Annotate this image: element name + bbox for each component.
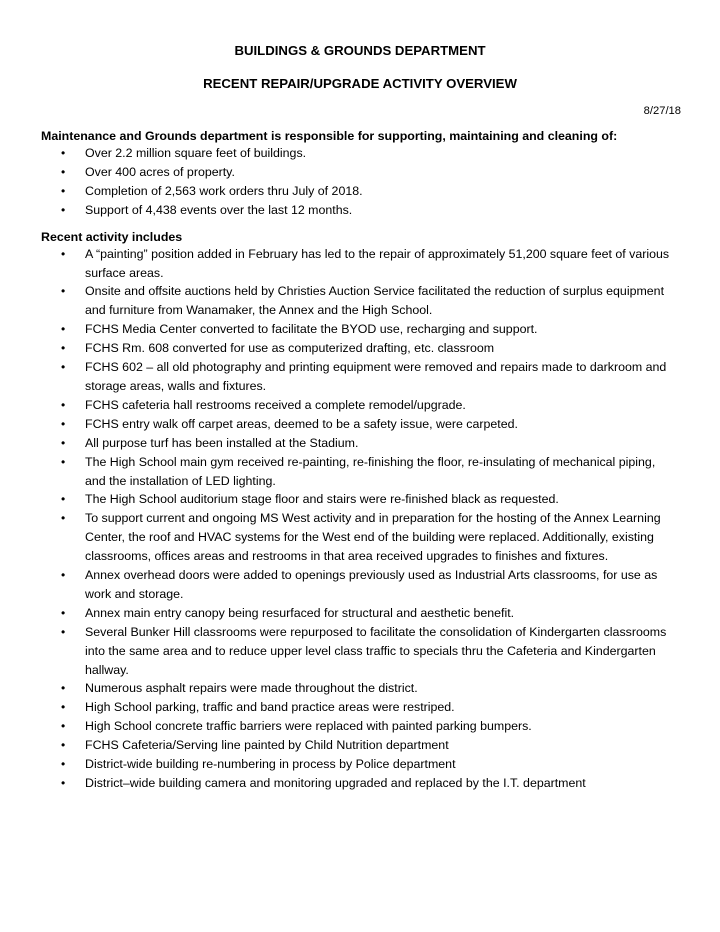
bullet-icon: •	[61, 624, 66, 639]
bullet-icon: •	[61, 605, 66, 620]
recent-activity-heading: Recent activity includes	[41, 229, 183, 244]
list-item	[41, 358, 679, 396]
bullet-icon: •	[61, 738, 66, 753]
list-item	[41, 774, 679, 793]
bullet-icon: •	[61, 341, 66, 356]
bullet-icon: •	[61, 246, 66, 261]
bullet-icon: •	[61, 164, 66, 179]
list-item	[41, 282, 679, 320]
bullet-icon: •	[61, 454, 66, 469]
list-item	[41, 698, 679, 717]
bullet-icon: •	[61, 719, 66, 734]
list-item	[41, 201, 679, 220]
list-item	[41, 604, 679, 623]
list-item-text: Annex main entry canopy being resurfaced for structural and aesthetic benefit.	[85, 605, 515, 620]
list-item	[41, 490, 679, 509]
list-item-text: High School parking, traffic and band practice areas were restriped.	[85, 700, 455, 715]
list-item	[41, 163, 679, 182]
list-item-text: The High School main gym received re-painting, re-finishing the floor, re-insulating of mechanical piping, and the installation of LED lighting.	[85, 454, 656, 488]
bullet-icon: •	[61, 776, 66, 790]
list-item	[41, 679, 679, 698]
list-item	[41, 182, 679, 201]
document-subtitle: RECENT REPAIR/UPGRADE ACTIVITY OVERVIEW	[203, 76, 517, 91]
list-item-text: FCHS cafeteria hall restrooms received a complete remodel/upgrade.	[85, 397, 466, 412]
document-date: 8/27/18	[643, 105, 681, 117]
responsibilities-heading: Maintenance and Grounds department is responsible for supporting, maintaining and cleaning of:	[41, 129, 618, 143]
list-item-text: A “painting” position added in February has led to the repair of approximately 51,200 square feet of various surface areas.	[85, 246, 670, 280]
bullet-icon: •	[61, 511, 66, 526]
bullet-icon: •	[61, 322, 66, 337]
bullet-icon: •	[61, 416, 66, 431]
list-item-text: The High School auditorium stage floor and stairs were re-finished black as requested.	[85, 492, 559, 507]
list-item	[41, 623, 679, 680]
list-item-text: FCHS entry walk off carpet areas, deemed to be a safety issue, were carpeted.	[85, 416, 518, 431]
responsibilities-list	[41, 144, 679, 220]
bullet-icon: •	[61, 568, 66, 583]
list-item-text: Support of 4,438 events over the last 12 months.	[85, 202, 353, 217]
list-item-text: Over 400 acres of property.	[85, 164, 235, 179]
list-item-text: District–wide building camera and monitoring upgraded and replaced by the I.T. department	[85, 776, 586, 790]
list-item-text: All purpose turf has been installed at the Stadium.	[85, 435, 359, 450]
list-item	[41, 755, 679, 774]
list-item	[41, 144, 679, 163]
list-item-text: Onsite and offsite auctions held by Christies Auction Service facilitated the reduction of surplus equipment and furniture from Wanamaker, the Annex and the High School.	[85, 284, 665, 318]
list-item-text: FCHS Cafeteria/Serving line painted by Child Nutrition department	[85, 738, 449, 753]
list-item-text: To support current and ongoing MS West activity and in preparation for the hosting of the Annex Learning Center, the roof and HVAC systems for the West end of the building were replaced. Additionally, existing classrooms, offices areas and restrooms in that area received upgrades to finishes and fixtures.	[85, 511, 661, 564]
list-item	[41, 736, 679, 755]
list-item-text: Numerous asphalt repairs were made throughout the district.	[85, 681, 418, 696]
bullet-icon: •	[61, 700, 66, 715]
list-item-text: FCHS 602 – all old photography and printing equipment were removed and repairs made to darkroom and storage areas, walls and fixtures.	[85, 360, 667, 393]
bullet-icon: •	[61, 146, 66, 160]
bullet-icon: •	[61, 183, 66, 198]
list-item-text: Annex overhead doors were added to openings previously used as Industrial Arts classrooms, for use as work and storage.	[85, 568, 658, 601]
list-item-text: FCHS Rm. 608 converted for use as computerized drafting, etc. classroom	[85, 341, 495, 356]
bullet-icon: •	[61, 284, 66, 299]
bullet-icon: •	[61, 202, 66, 217]
list-item-text: Several Bunker Hill classrooms were repurposed to facilitate the consolidation of Kindergarten classrooms into the same area and to reduce upper level class traffic to specials thru the Cafeteria and Kindergarten hallway.	[85, 624, 667, 677]
list-item	[41, 415, 679, 434]
list-item-text: High School concrete traffic barriers were replaced with painted parking bumpers.	[85, 719, 532, 734]
list-item-text: District-wide building re-numbering in process by Police department	[85, 757, 456, 772]
bullet-icon: •	[61, 397, 66, 412]
list-item-text: Completion of 2,563 work orders thru July of 2018.	[85, 183, 363, 198]
list-item-text: FCHS Media Center converted to facilitate the BYOD use, recharging and support.	[85, 322, 538, 337]
recent-activity-list	[41, 245, 679, 793]
list-item	[41, 396, 679, 415]
list-item	[41, 509, 679, 566]
document-title: BUILDINGS & GROUNDS DEPARTMENT	[234, 43, 486, 58]
list-item	[41, 566, 679, 604]
list-item	[41, 453, 679, 491]
bullet-icon: •	[61, 360, 66, 375]
list-item	[41, 434, 679, 453]
bullet-icon: •	[61, 492, 66, 507]
list-item	[41, 339, 679, 358]
list-item-text: Over 2.2 million square feet of buildings.	[85, 146, 307, 160]
bullet-icon: •	[61, 681, 66, 696]
bullet-icon: •	[61, 757, 66, 772]
list-item	[41, 245, 679, 283]
bullet-icon: •	[61, 435, 66, 450]
list-item	[41, 320, 679, 339]
list-item	[41, 717, 679, 736]
